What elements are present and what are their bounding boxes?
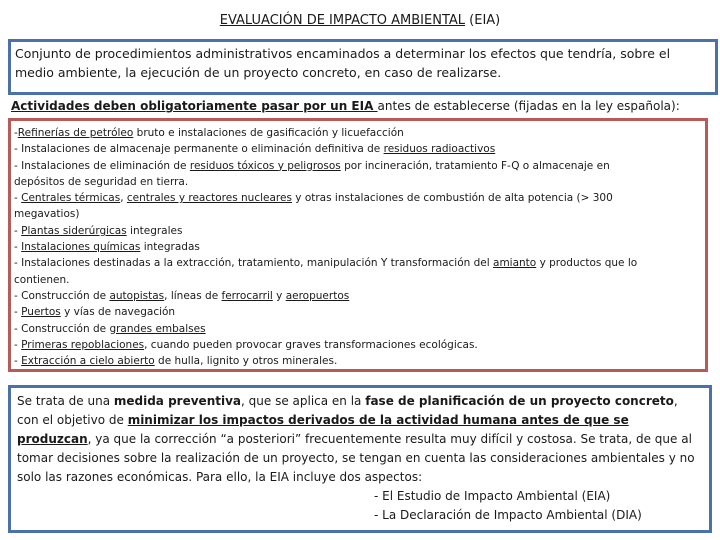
activity-line (14, 223, 703, 239)
activity-text: - Construcción de (14, 289, 110, 302)
definition-text: Conjunto de procedimientos administrativos encaminados a determinar los efectos que tendría, sobre el medio ambiente, la ejecución de un proyecto concreto, en caso de realizarse. (15, 46, 671, 80)
activity-line (14, 288, 703, 304)
activity-line (14, 321, 703, 337)
activity-text: depósitos de seguridad en tierra. (14, 175, 189, 188)
summary-text-4: , ya que la corrección “a posteriori” frecuentemente resulta muy difícil y costosa. Se trata, de que al tomar decisiones sobre la realización de un proyecto, se tengan en cuenta las consideraciones ambientales y no solo las razones económicas. Para ello, la EIA incluye dos aspectos: (17, 432, 695, 484)
activity-keyword: Centrales térmicas (21, 192, 121, 205)
activity-keyword: residuos radioactivos (383, 143, 496, 156)
activity-keyword: Refinerías de petróleo (17, 127, 134, 139)
activity-text: megavatios) (14, 208, 80, 221)
activity-keyword: ferrocarril (221, 289, 273, 302)
activity-line (14, 190, 703, 206)
activity-keyword: Puertos (21, 306, 61, 319)
activities-box (8, 118, 708, 372)
activity-text: - (14, 338, 22, 351)
activity-text: y otras instalaciones de combustión de alta potencia (> 300 (291, 192, 613, 205)
activity-line (14, 206, 703, 222)
summary-text-2: , que se aplica en la (241, 394, 366, 408)
activity-text: - Construcción de (14, 322, 110, 335)
activity-line (14, 353, 703, 369)
summary-box (8, 385, 712, 533)
activity-text: integrales (126, 224, 183, 237)
activity-text: - (14, 192, 22, 205)
activities-intro-rest: antes de establecerse (fijadas en la ley española): (377, 99, 680, 113)
activity-text: y (272, 289, 286, 302)
definition-box (8, 39, 718, 95)
activity-text: - (14, 127, 18, 139)
summary-text-1: Se trata de una (17, 394, 114, 408)
activity-text: de hulla, lignito y otros minerales. (154, 355, 338, 368)
summary-item-eia: - El Estudio de Impacto Ambiental (EIA) (374, 489, 611, 503)
page-title (0, 12, 720, 30)
activity-text: - (14, 306, 22, 319)
activity-text: contienen. (14, 273, 70, 286)
activity-line (14, 239, 703, 255)
title-main: EVALUACIÓN DE IMPACTO AMBIENTAL (219, 13, 466, 28)
activity-text: - (14, 355, 22, 368)
activity-text: bruto e instalaciones de gasificación y licuefacción (133, 127, 404, 139)
activity-text: - Instalaciones destinadas a la extracción, tratamiento, manipulación Y transformación del (14, 257, 494, 270)
activity-text: integradas (140, 241, 200, 254)
activities-intro (11, 98, 711, 115)
activity-line (14, 304, 703, 320)
activity-keyword: grandes embalses (109, 322, 206, 335)
activity-keyword: Extracción a cielo abierto (21, 355, 155, 368)
activity-line (14, 141, 703, 157)
activity-text: , líneas de (164, 289, 222, 302)
activity-keyword: Instalaciones químicas (21, 241, 141, 254)
summary-bold-underlined: minimizar los impactos derivados de la actividad humana antes de que se produzcan (17, 413, 629, 446)
activity-line (14, 337, 703, 353)
activity-text: - (14, 241, 22, 254)
activity-text: - Instalaciones de almacenaje permanente o eliminación definitiva de (14, 143, 384, 156)
activity-keyword: aeropuertos (285, 289, 350, 302)
activity-keyword: residuos tóxicos y peligrosos (189, 159, 341, 172)
summary-item-dia: - La Declaración de Impacto Ambiental (DIA) (374, 508, 642, 522)
title-abbr: (EIA) (465, 13, 501, 28)
activity-line (14, 174, 703, 190)
activity-keyword: autopistas (109, 289, 165, 302)
activity-text: y productos que lo (536, 257, 638, 270)
activity-text: y vías de navegación (60, 306, 176, 319)
activity-line (14, 158, 703, 174)
activity-line (14, 272, 703, 288)
activity-line (14, 125, 703, 141)
activity-keyword: Primeras repoblaciones (21, 338, 145, 351)
summary-text-3: , con el objetivo de (17, 394, 678, 427)
activity-line (14, 255, 703, 271)
activity-text: - Instalaciones de eliminación de (14, 159, 190, 172)
activity-text: - (14, 224, 22, 237)
activity-text: por incineración, tratamiento F-Q o almacenaje en (340, 159, 610, 172)
activity-keyword: centrales y reactores nucleares (126, 192, 292, 205)
activity-keyword: Plantas siderúrgicas (21, 224, 127, 237)
activities-intro-underlined: Actividades deben obligatoriamente pasar por un EIA (11, 99, 378, 113)
summary-bold-2: fase de planificación de un proyecto concreto (365, 394, 674, 408)
activity-text: , cuando pueden provocar graves transformaciones ecológicas. (144, 338, 478, 351)
summary-bold-1: medida preventiva (113, 394, 242, 408)
activity-keyword: amianto (493, 257, 537, 270)
activity-text: , (120, 192, 127, 205)
